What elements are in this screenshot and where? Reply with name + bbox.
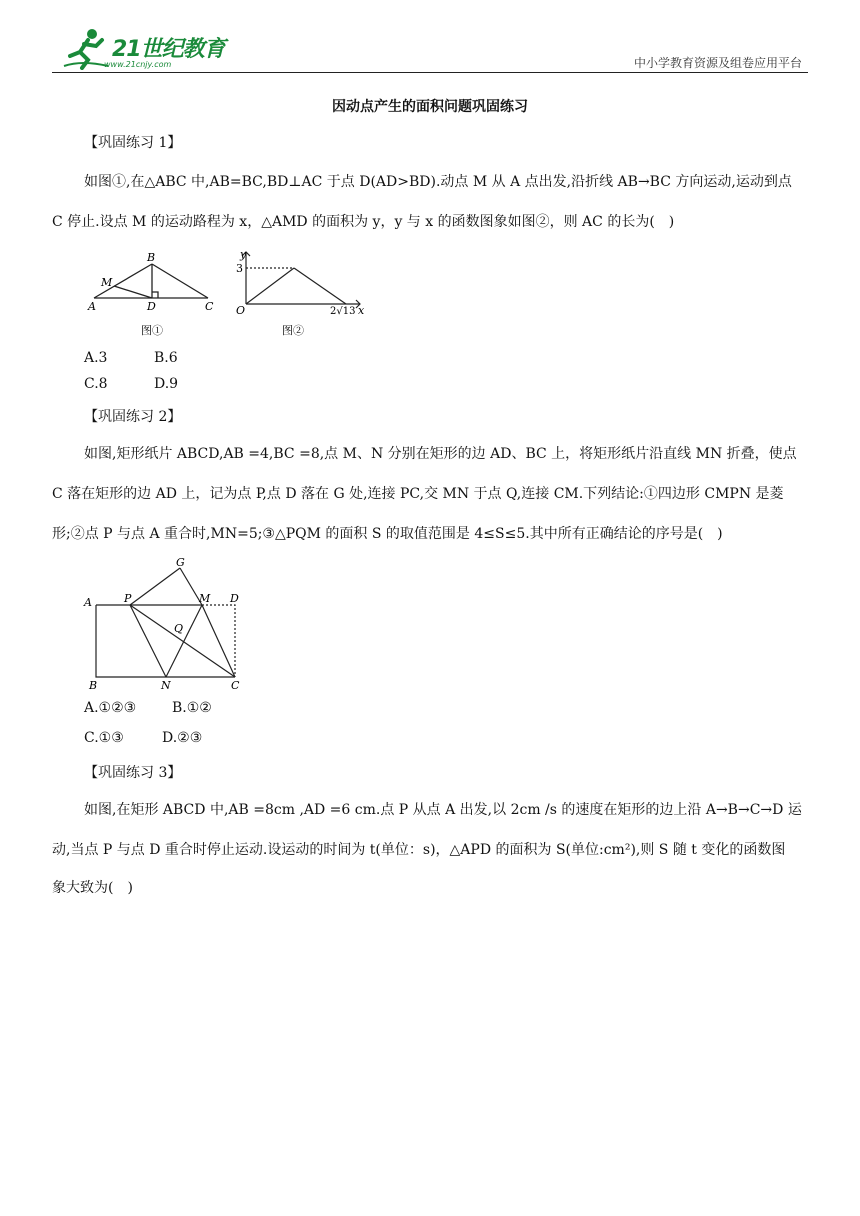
fig3-label-a: A: [84, 596, 92, 609]
fig1-label-m: M: [101, 276, 113, 289]
fig2-xend: 2√13: [330, 306, 356, 317]
fig3-label-d: D: [230, 592, 239, 605]
fig2-ymax: 3: [236, 262, 243, 275]
logo-text: 21世纪教育: [112, 37, 225, 62]
q2-option-d: D.②③: [162, 730, 203, 746]
runner-logo-icon: [62, 26, 110, 70]
q2-option-c: C.①③: [84, 730, 124, 746]
q2-label: 【巩固练习 2】: [84, 409, 182, 425]
fig2-caption: 图②: [282, 324, 304, 337]
fig3-label-c: C: [231, 679, 240, 692]
fig2-x-label: x: [358, 304, 365, 317]
q2-line1: 如图,矩形纸片 ABCD,AB =4,BC =8,点 M、N 分别在矩形的边 AD、BC 上，将矩形纸片沿直线 MN 折叠，使点: [84, 446, 797, 462]
q1-option-c: C.8: [84, 376, 108, 392]
fig3-label-m: M: [199, 592, 211, 605]
page-header: [52, 22, 808, 73]
q1-line1: 如图①,在△ABC 中,AB=BC,BD⊥AC 于点 D(AD>BD).动点 M 从 A 点出发,沿折线 AB→BC 方向运动,运动到点: [84, 174, 792, 190]
q2-option-b: B.①②: [172, 700, 212, 716]
q1-option-a: A.3: [84, 350, 108, 366]
fig1-caption: 图①: [141, 324, 163, 337]
logo: [62, 26, 232, 70]
fig1-label-a: A: [88, 300, 96, 313]
q2-line2: C 落在矩形的边 AD 上，记为点 P,点 D 落在 G 处,连接 PC,交 MN 于点 Q,连接 CM.下列结论:①四边形 CMPN 是菱: [52, 486, 784, 502]
logo-url: www.21cnjy.com: [104, 60, 172, 69]
fig2-origin: O: [236, 304, 246, 317]
q3-line1: 如图,在矩形 ABCD 中,AB =8cm ,AD =6 cm.点 P 从点 A 出发,以 2cm /s 的速度在矩形的边上沿 A→B→C→D 运: [84, 802, 802, 818]
fig1-label-b: B: [147, 251, 156, 264]
q1-option-d: D.9: [154, 376, 179, 392]
fig1-label-c: C: [205, 300, 214, 313]
q2-line3: 形;②点 P 与点 A 重合时,MN=5;③△PQM 的面积 S 的取值范围是 4≤S≤5.其中所有正确结论的序号是( ): [52, 526, 723, 542]
figure-2-graph: [242, 252, 360, 308]
fig1-label-d: D: [147, 300, 156, 313]
fig2-y-label: y: [240, 248, 247, 261]
fig3-label-g: G: [176, 556, 185, 569]
q1-label: 【巩固练习 1】: [84, 135, 182, 151]
fig3-label-p: P: [124, 592, 132, 605]
q3-label: 【巩固练习 3】: [84, 765, 182, 781]
q1-line2: C 停止.设点 M 的运动路程为 x，△AMD 的面积为 y，y 与 x 的函数图象如图②，则 AC 的长为( ): [52, 214, 675, 230]
q1-option-b: B.6: [154, 350, 178, 366]
q1-figures: [80, 248, 380, 340]
q2-option-a: A.①②③: [84, 700, 137, 716]
platform-name: 中小学教育资源及组卷应用平台: [633, 56, 802, 70]
fig3-label-n: N: [161, 679, 171, 692]
fig3-label-q: Q: [174, 622, 184, 635]
page-title: 因动点产生的面积问题巩固练习: [332, 99, 528, 115]
q3-line3: 象大致为( ): [52, 880, 133, 896]
fig3-label-b: B: [89, 679, 98, 692]
q2-figure: [80, 556, 260, 692]
q3-line2: 动,当点 P 与点 D 重合时停止运动.设运动的时间为 t(单位：s)，△APD 的面积为 S(单位:cm²),则 S 随 t 变化的函数图: [52, 842, 786, 858]
